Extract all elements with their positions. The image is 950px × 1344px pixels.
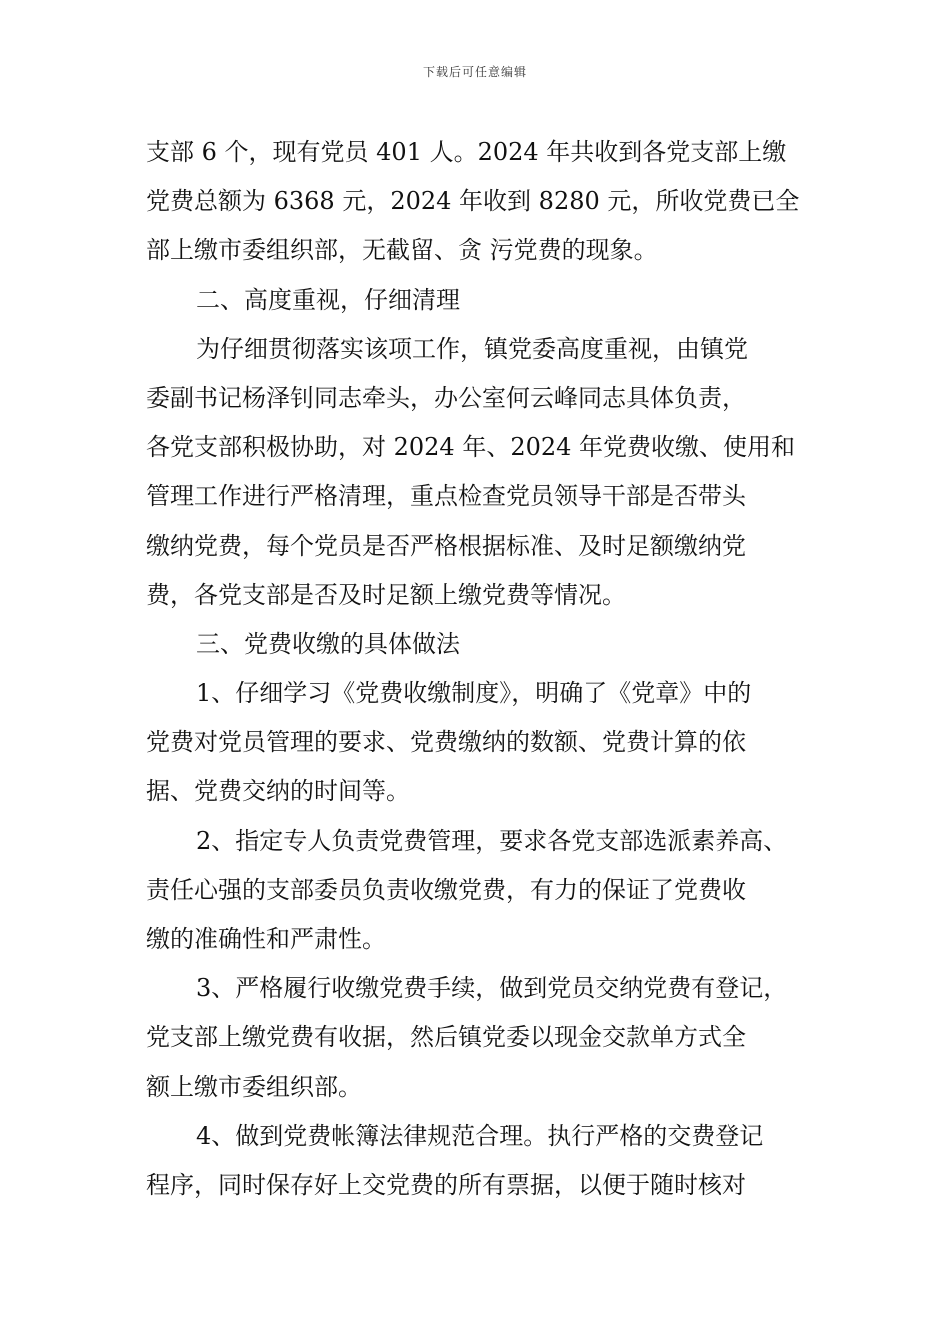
body-line: 额上缴市委组织部。 bbox=[146, 1072, 362, 1101]
section-heading: 三、党费收缴的具体做法 bbox=[196, 629, 460, 658]
body-line: 据、党费交纳的时间等。 bbox=[146, 777, 410, 806]
body-line: 党费总额为 6368 元，2024 年收到 8280 元，所收党费已全 bbox=[146, 187, 800, 216]
paragraph-start: 4、做到党费帐簿法律规范合理。执行严格的交费登记 bbox=[196, 1121, 764, 1150]
page-header-note: 下载后可任意编辑 bbox=[422, 65, 527, 79]
body-line: 各党支部积极协助，对 2024 年、2024 年党费收缴、使用和 bbox=[146, 433, 796, 462]
body-line: 缴的准确性和严肃性。 bbox=[146, 925, 386, 953]
paragraph-start: 为仔细贯彻落实该项工作，镇党委高度重视，由镇党 bbox=[196, 334, 748, 363]
body-line: 管理工作进行严格清理，重点检查党员领导干部是否带头 bbox=[146, 482, 746, 511]
body-line: 党支部上缴党费有收据，然后镇党委以现金交款单方式全 bbox=[146, 1023, 746, 1052]
body-line: 缴纳党费，每个党员是否严格根据标准、及时足额缴纳党 bbox=[146, 531, 746, 560]
body-line: 委副书记杨泽钊同志牵头，办公室何云峰同志具体负责， bbox=[146, 383, 746, 412]
body-line: 费，各党支部是否及时足额上缴党费等情况。 bbox=[146, 580, 626, 609]
paragraph-start: 3、严格履行收缴党费手续，做到党员交纳党费有登记， bbox=[196, 974, 788, 1003]
body-line: 党费对党员管理的要求、党费缴纳的数额、党费计算的依 bbox=[146, 728, 746, 757]
section-heading: 二、高度重视，仔细清理 bbox=[196, 285, 460, 314]
body-line: 程序，同时保存好上交党费的所有票据，以便于随时核对 bbox=[146, 1170, 746, 1199]
body-line: 责任心强的支部委员负责收缴党费，有力的保证了党费收 bbox=[146, 875, 746, 904]
body-line: 支部 6 个，现有党员 401 人。2024 年共收到各党支部上缴 bbox=[146, 138, 787, 166]
paragraph-start: 1、仔细学习《党费收缴制度》，明确了《党章》中的 bbox=[196, 679, 752, 708]
body-line: 部上缴市委组织部，无截留、贪 污党费的现象。 bbox=[146, 236, 658, 265]
document-body bbox=[146, 128, 810, 1210]
paragraph-start: 2、指定专人负责党费管理，要求各党支部选派素养高、 bbox=[196, 826, 788, 855]
